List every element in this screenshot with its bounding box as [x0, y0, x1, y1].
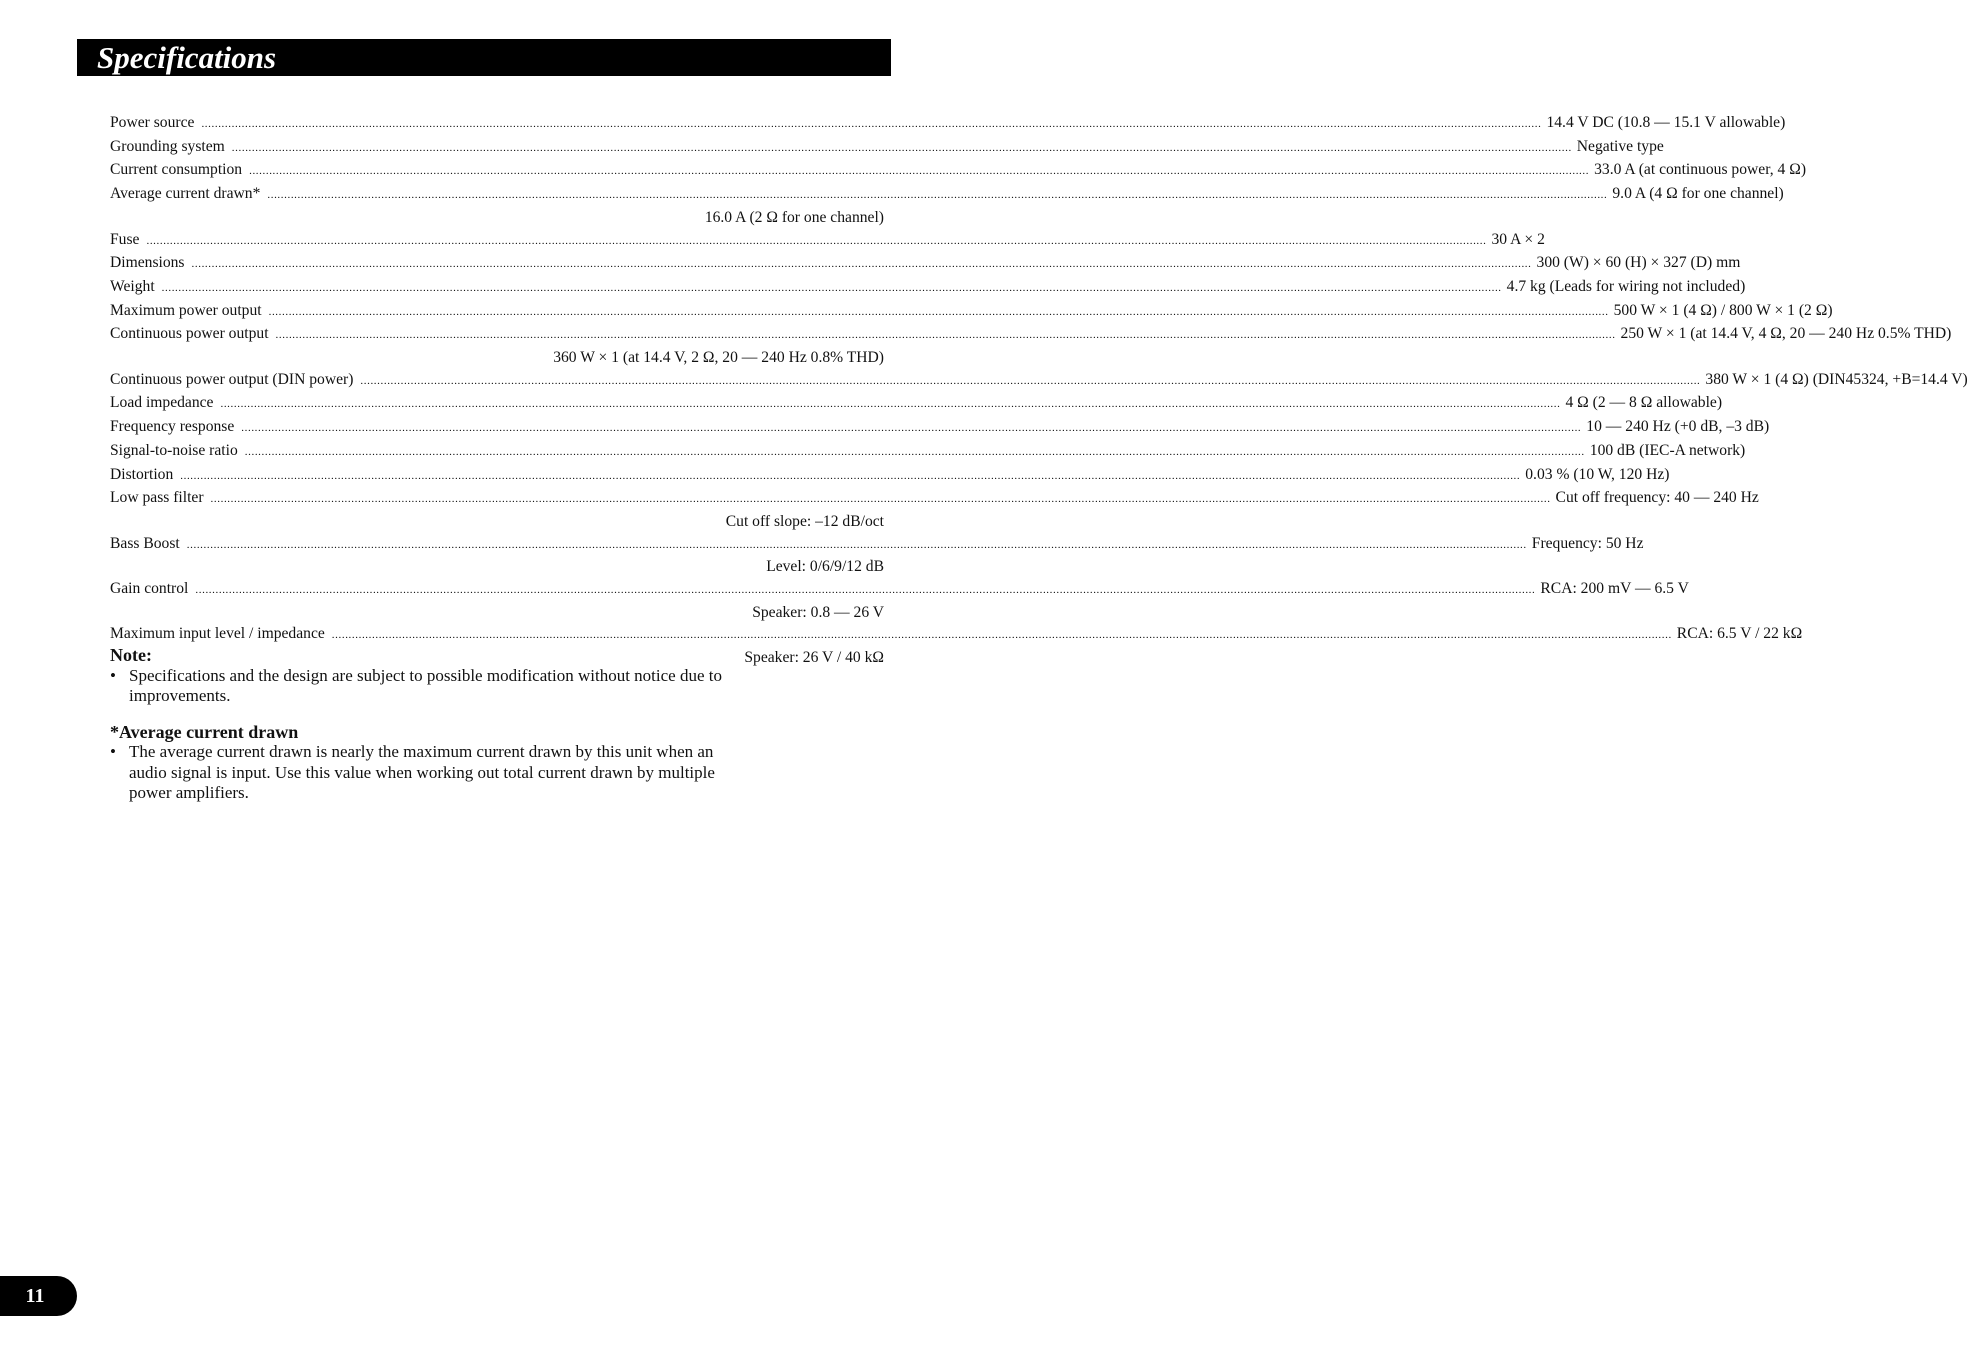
- dot-leader: ................................................................................................................................................................................................................................................................................................................................................................................................................: [249, 165, 1590, 178]
- spec-row: [110, 159, 1807, 183]
- dot-leader: ................................................................................................................................................................................................................................................................................................................................................................................................................: [268, 305, 1609, 318]
- spec-value: Negative type: [1576, 137, 1664, 155]
- spec-value-continued: Cut off slope: –12 dB/oct: [725, 512, 884, 530]
- average-current-item: [110, 742, 730, 804]
- spec-value-continued: Level: 0/6/9/12 dB: [766, 558, 884, 576]
- spec-value: 33.0 A (at continuous power, 4 Ω): [1594, 161, 1807, 179]
- spec-label: Low pass filter: [110, 489, 204, 507]
- notes-section: [110, 645, 730, 804]
- spec-value: 500 W × 1 (4 Ω) / 800 W × 1 (2 Ω): [1613, 301, 1833, 319]
- spec-value: 100 dB (IEC-A network): [1589, 441, 1746, 459]
- note-heading: Note:: [110, 645, 152, 665]
- dot-leader: ................................................................................................................................................................................................................................................................................................................................................................................................................: [275, 329, 1616, 342]
- spec-row: [110, 440, 1746, 464]
- spec-label: Frequency response: [110, 418, 235, 436]
- dot-leader: ................................................................................................................................................................................................................................................................................................................................................................................................................: [191, 258, 1532, 271]
- spec-row: [110, 369, 1968, 393]
- spec-label: Distortion: [110, 465, 174, 483]
- dot-leader: ................................................................................................................................................................................................................................................................................................................................................................................................................: [241, 422, 1582, 435]
- spec-value: 300 (W) × 60 (H) × 327 (D) mm: [1536, 254, 1741, 272]
- spec-label: Dimensions: [110, 254, 185, 272]
- dot-leader: ................................................................................................................................................................................................................................................................................................................................................................................................................: [231, 141, 1572, 154]
- page-number: 11: [25, 1285, 45, 1307]
- spec-row: [110, 276, 1746, 300]
- spec-row: [110, 392, 1723, 416]
- spec-label: Grounding system: [110, 137, 225, 155]
- spec-row: [110, 300, 1833, 324]
- spec-row: [110, 112, 1786, 136]
- spec-row: [110, 533, 1644, 557]
- spec-value: 30 A × 2: [1491, 230, 1545, 248]
- page-title: Specifications: [97, 40, 277, 75]
- bullet-icon: •: [110, 742, 116, 761]
- spec-label: Average current drawn*: [110, 185, 261, 203]
- spec-value: Cut off frequency: 40 — 240 Hz: [1555, 489, 1759, 507]
- spec-value: 9.0 A (4 Ω for one channel): [1612, 185, 1784, 203]
- spec-value: 380 W × 1 (4 Ω) (DIN45324, +B=14.4 V): [1705, 370, 1968, 388]
- dot-leader: ................................................................................................................................................................................................................................................................................................................................................................................................................: [267, 189, 1608, 202]
- spec-value: RCA: 200 mV — 6.5 V: [1540, 580, 1689, 598]
- spec-label: Power source: [110, 114, 195, 131]
- spec-row: [110, 578, 1689, 602]
- spec-label: Fuse: [110, 230, 140, 248]
- spec-label: Bass Boost: [110, 534, 180, 552]
- spec-value: 14.4 V DC (10.8 — 15.1 V allowable): [1546, 114, 1786, 131]
- dot-leader: ................................................................................................................................................................................................................................................................................................................................................................................................................: [180, 469, 1521, 482]
- title-bar: [77, 39, 891, 76]
- spec-value-continued: Speaker: 26 V / 40 kΩ: [744, 649, 884, 667]
- note-item: [110, 666, 730, 707]
- bullet-icon: •: [110, 665, 116, 685]
- spec-row: [110, 252, 1741, 276]
- spec-label: Gain control: [110, 580, 189, 598]
- spec-label: Maximum power output: [110, 301, 262, 319]
- spec-row: [110, 623, 1803, 647]
- spec-value: 250 W × 1 (at 14.4 V, 4 Ω, 20 — 240 Hz 0.5% THD): [1620, 325, 1952, 343]
- spec-row: [110, 229, 1545, 253]
- specifications-list: [110, 112, 1968, 669]
- spec-value: 4 Ω (2 — 8 Ω allowable): [1565, 394, 1723, 412]
- dot-leader: ................................................................................................................................................................................................................................................................................................................................................................................................................: [201, 118, 1542, 130]
- dot-leader: ................................................................................................................................................................................................................................................................................................................................................................................................................: [244, 445, 1585, 458]
- spec-label: Continuous power output: [110, 325, 269, 343]
- spec-row: [110, 464, 1670, 488]
- dot-leader: ................................................................................................................................................................................................................................................................................................................................................................................................................: [331, 629, 1672, 642]
- spec-row: [110, 487, 1759, 511]
- dot-leader: ................................................................................................................................................................................................................................................................................................................................................................................................................: [360, 374, 1701, 387]
- dot-leader: ................................................................................................................................................................................................................................................................................................................................................................................................................: [220, 398, 1561, 411]
- spec-value: Frequency: 50 Hz: [1531, 534, 1644, 552]
- spec-row: [110, 416, 1770, 440]
- dot-leader: ................................................................................................................................................................................................................................................................................................................................................................................................................: [210, 493, 1551, 506]
- page-number-tab: [0, 1276, 77, 1316]
- spec-value: 10 — 240 Hz (+0 dB, –3 dB): [1586, 418, 1770, 436]
- spec-value-continued: Speaker: 0.8 — 26 V: [752, 603, 884, 621]
- spec-value-continued: 360 W × 1 (at 14.4 V, 2 Ω, 20 — 240 Hz 0.8% THD): [553, 349, 884, 367]
- spec-value: 0.03 % (10 W, 120 Hz): [1525, 465, 1670, 483]
- spec-value: 4.7 kg (Leads for wiring not included): [1506, 277, 1746, 295]
- spec-label: Current consumption: [110, 161, 243, 179]
- spec-label: Continuous power output (DIN power): [110, 370, 354, 388]
- spec-value: RCA: 6.5 V / 22 kΩ: [1676, 625, 1803, 643]
- spec-label: Maximum input level / impedance: [110, 625, 325, 643]
- dot-leader: ................................................................................................................................................................................................................................................................................................................................................................................................................: [186, 538, 1527, 551]
- average-current-heading: *Average current drawn: [110, 721, 299, 742]
- spec-row: [110, 136, 1664, 160]
- spec-label: Weight: [110, 277, 155, 295]
- spec-label: Load impedance: [110, 394, 214, 412]
- dot-leader: ................................................................................................................................................................................................................................................................................................................................................................................................................: [195, 584, 1536, 597]
- dot-leader: ................................................................................................................................................................................................................................................................................................................................................................................................................: [146, 234, 1487, 247]
- spec-label: Signal-to-noise ratio: [110, 441, 238, 459]
- average-current-text: The average current drawn is nearly the maximum current drawn by this unit when an audio signal is input. Use this value when working out total current drawn by multiple power amplifiers.: [129, 742, 715, 802]
- spec-value-continued: 16.0 A (2 Ω for one channel): [704, 208, 884, 226]
- dot-leader: ................................................................................................................................................................................................................................................................................................................................................................................................................: [161, 281, 1502, 294]
- note-text: Specifications and the design are subject to possible modification without notice due to improvements.: [129, 665, 722, 705]
- spec-row: [110, 183, 1784, 207]
- spec-row: [110, 323, 1952, 347]
